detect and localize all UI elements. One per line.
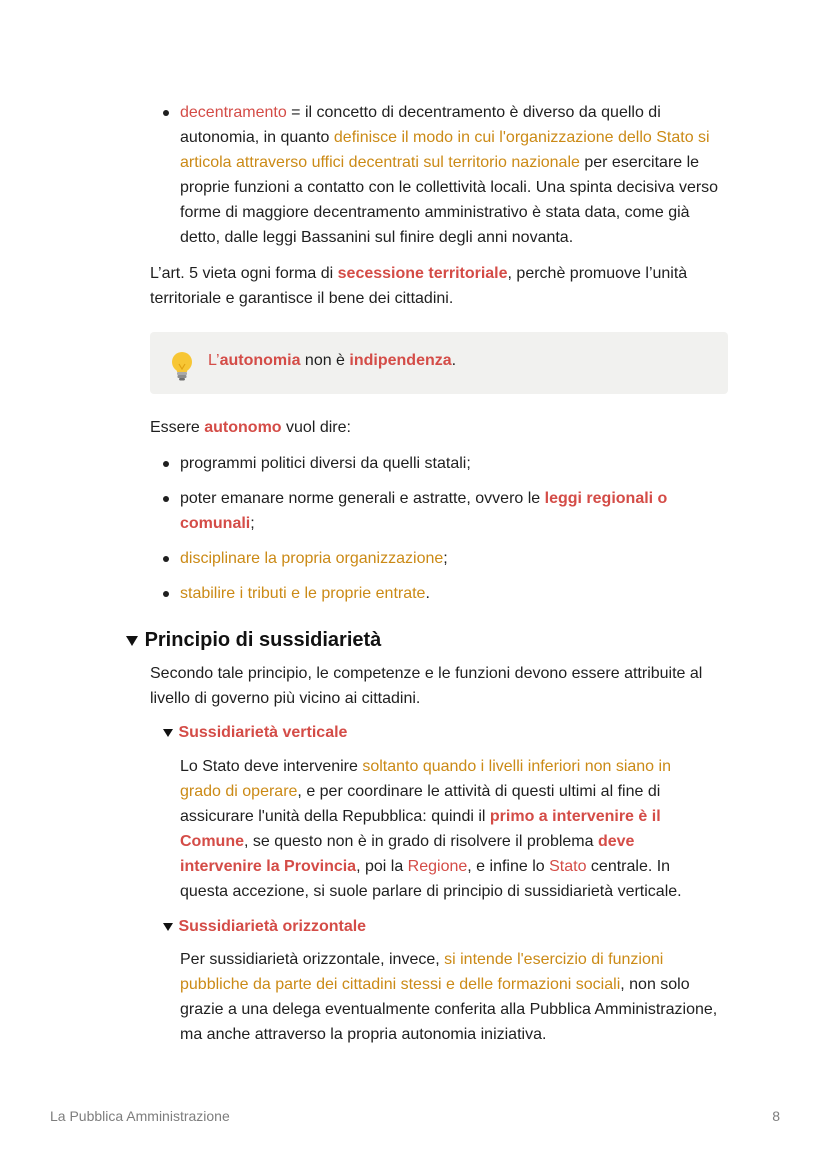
footer-title: La Pubblica Amministrazione: [50, 1108, 230, 1124]
list-item-text: poter emanare norme generali e astratte, ovvero le: [180, 490, 545, 507]
toggle-heading-sussidiarieta[interactable]: [125, 626, 381, 654]
highlight-comune: primo a intervenire è il Comune: [180, 808, 661, 850]
paragraph-autonomo: [150, 415, 351, 440]
highlight-autonomo: autonomo: [204, 419, 282, 436]
callout-text-middle: non è: [300, 352, 350, 369]
highlight-text: soltanto quando i livelli inferiori non siano in grado di operare: [180, 758, 671, 800]
paragraph-text: , e per coordinare le attività di questi ultimi al fine di assicurare l'unità della Repubblica: quindi il: [180, 783, 661, 825]
callout-text: [208, 348, 456, 373]
highlight-indipendenza: indipendenza: [349, 352, 452, 369]
paragraph-text: , poi la: [356, 858, 408, 875]
list-item: [150, 581, 730, 606]
paragraph-art5: [150, 261, 730, 311]
toggle-heading-verticale[interactable]: [162, 720, 347, 745]
paragraph-text: centrale. In questa accezione, si suole parlare di principio di sussidiarietà verticale.: [180, 858, 682, 900]
highlight-autonomia: autonomia: [219, 352, 301, 369]
triangle-down-icon[interactable]: [125, 635, 139, 647]
paragraph-text: , se questo non è in grado di risolvere il problema: [244, 833, 598, 850]
list-item-decentramento: [150, 100, 730, 250]
callout-prefix: L’: [208, 352, 220, 369]
highlight-text: si intende l'esercizio di funzioni pubbliche da parte dei cittadini stessi e delle formazioni sociali: [180, 951, 664, 993]
list-item-text: per esercitare le proprie funzioni a contatto con le collettività locali. Una spinta decisiva verso forme di maggiore decentramento amministrativo è stata data, come già detto, dalle leggi Bassanini sul finire degli anni novanta.: [180, 154, 719, 246]
paragraph-text: L’art. 5 vieta ogni forma di: [150, 265, 338, 282]
paragraph-text: Essere: [150, 419, 205, 436]
heading-text: Sussidiarietà orizzontale: [178, 918, 367, 935]
highlight-secessione: secessione territoriale: [337, 265, 508, 282]
lightbulb-icon: [168, 350, 196, 382]
highlight-stato: Stato: [549, 858, 587, 875]
triangle-down-icon[interactable]: [162, 922, 174, 932]
list-item: [150, 546, 730, 571]
paragraph-verticale: [180, 754, 710, 904]
highlight-text: disciplinare la propria organizzazione: [180, 550, 444, 567]
triangle-down-icon[interactable]: [162, 728, 174, 738]
paragraph-text: vuol dire:: [281, 419, 351, 436]
list-item-text: .: [425, 585, 430, 602]
toggle-heading-orizzontale[interactable]: [162, 914, 366, 939]
page-number: 8: [772, 1108, 780, 1124]
highlight-leggi: leggi regionali o comunali: [180, 490, 668, 532]
highlight-provincia: deve intervenire la Provincia: [180, 833, 635, 875]
callout-box: [150, 332, 728, 394]
paragraph-text: , non solo grazie a una delega eventualmente conferita alla Pubblica Amministrazione, ma anche attraverso la propria autonomia iniziativa.: [180, 976, 718, 1043]
list-item-text: ;: [443, 550, 448, 567]
paragraph-text: , perchè promuove l’unità territoriale e garantisce il bene dei cittadini.: [150, 265, 688, 307]
paragraph-text: Lo Stato deve intervenire: [180, 758, 363, 775]
highlight-regione: Regione: [407, 858, 468, 875]
term-decentramento: decentramento: [180, 104, 287, 121]
paragraph-orizzontale: [180, 947, 720, 1047]
paragraph-text: , e infine lo: [467, 858, 550, 875]
heading-text: Sussidiarietà verticale: [178, 724, 348, 741]
autonomo-list: [150, 451, 730, 616]
list-item: programmi politici diversi da quelli statali;: [150, 451, 730, 476]
highlight-text: stabilire i tributi e le proprie entrate: [180, 585, 426, 602]
heading-text: Principio di sussidiarietà: [144, 629, 382, 651]
highlight-text: definisce il modo in cui l'organizzazione dello Stato si articola attraverso uffici decentrati sul territorio nazionale: [180, 129, 710, 171]
list-item-text: = il concetto di decentramento è diverso da quello di autonomia, in quanto: [180, 104, 661, 146]
list-item: [150, 486, 730, 536]
list-item-text: ;: [250, 515, 255, 532]
callout-text-end: .: [451, 352, 457, 369]
paragraph-sussidiarieta: Secondo tale principio, le competenze e le funzioni devono essere attribuite al livello di governo più vicino ai cittadini.: [150, 665, 703, 707]
decentramento-list: [150, 100, 730, 250]
paragraph-text: Per sussidiarietà orizzontale, invece,: [180, 951, 445, 968]
